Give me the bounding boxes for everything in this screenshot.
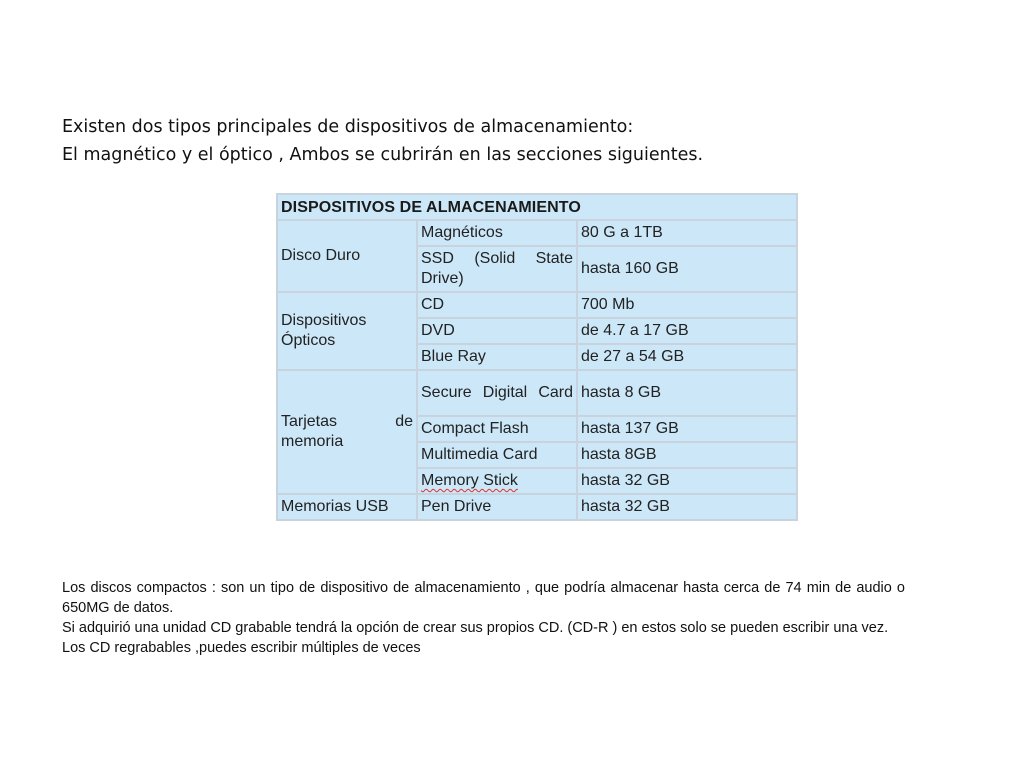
device-cell: CD <box>418 293 576 317</box>
description-paragraph: Los discos compactos : son un tipo de dispositivo de almacenamiento , que podría almacenar hasta cerca de 74 min de audio o 650MG de datos. <box>62 580 905 616</box>
capacity-cell: hasta 8GB <box>578 443 796 467</box>
capacity-cell: hasta 8 GB <box>578 371 796 415</box>
category-cell: Tarjetas de memoria <box>278 371 416 493</box>
device-cell: Multimedia Card <box>418 443 576 467</box>
storage-devices-table <box>276 193 798 521</box>
device-cell: DVD <box>418 319 576 343</box>
intro-line-1: Existen dos tipos principales de dispositivos de almacenamiento: <box>62 117 634 137</box>
intro-text <box>62 113 962 169</box>
capacity-cell: hasta 137 GB <box>578 417 796 441</box>
cd-description <box>62 578 905 658</box>
capacity-cell: de 4.7 a 17 GB <box>578 319 796 343</box>
intro-line-2: El magnético y el óptico , Ambos se cubrirán en las secciones siguientes. <box>62 145 704 165</box>
device-cell: Magnéticos <box>418 221 576 245</box>
description-paragraph: Si adquirió una unidad CD grabable tendrá la opción de crear sus propios CD. (CD-R ) en estos solo se pueden escribir una vez. <box>62 620 889 636</box>
description-paragraph: Los CD regrabables ,puedes escribir múltiples de veces <box>62 640 421 656</box>
capacity-cell: hasta 32 GB <box>578 495 796 519</box>
device-cell: Blue Ray <box>418 345 576 369</box>
device-cell: Compact Flash <box>418 417 576 441</box>
category-cell: Disco Duro <box>278 221 416 291</box>
device-cell: Pen Drive <box>418 495 576 519</box>
capacity-cell: 80 G a 1TB <box>578 221 796 245</box>
capacity-cell: hasta 160 GB <box>578 247 796 291</box>
device-cell: Memory Stick <box>418 469 576 493</box>
capacity-cell: 700 Mb <box>578 293 796 317</box>
table-title: DISPOSITIVOS DE ALMACENAMIENTO <box>278 195 796 219</box>
capacity-cell: de 27 a 54 GB <box>578 345 796 369</box>
category-cell: Memorias USB <box>278 495 416 519</box>
category-cell: Dispositivos Ópticos <box>278 293 416 369</box>
capacity-cell: hasta 32 GB <box>578 469 796 493</box>
device-cell: Secure Digital Card <box>418 371 576 415</box>
device-cell: SSD (Solid State Drive) <box>418 247 576 291</box>
